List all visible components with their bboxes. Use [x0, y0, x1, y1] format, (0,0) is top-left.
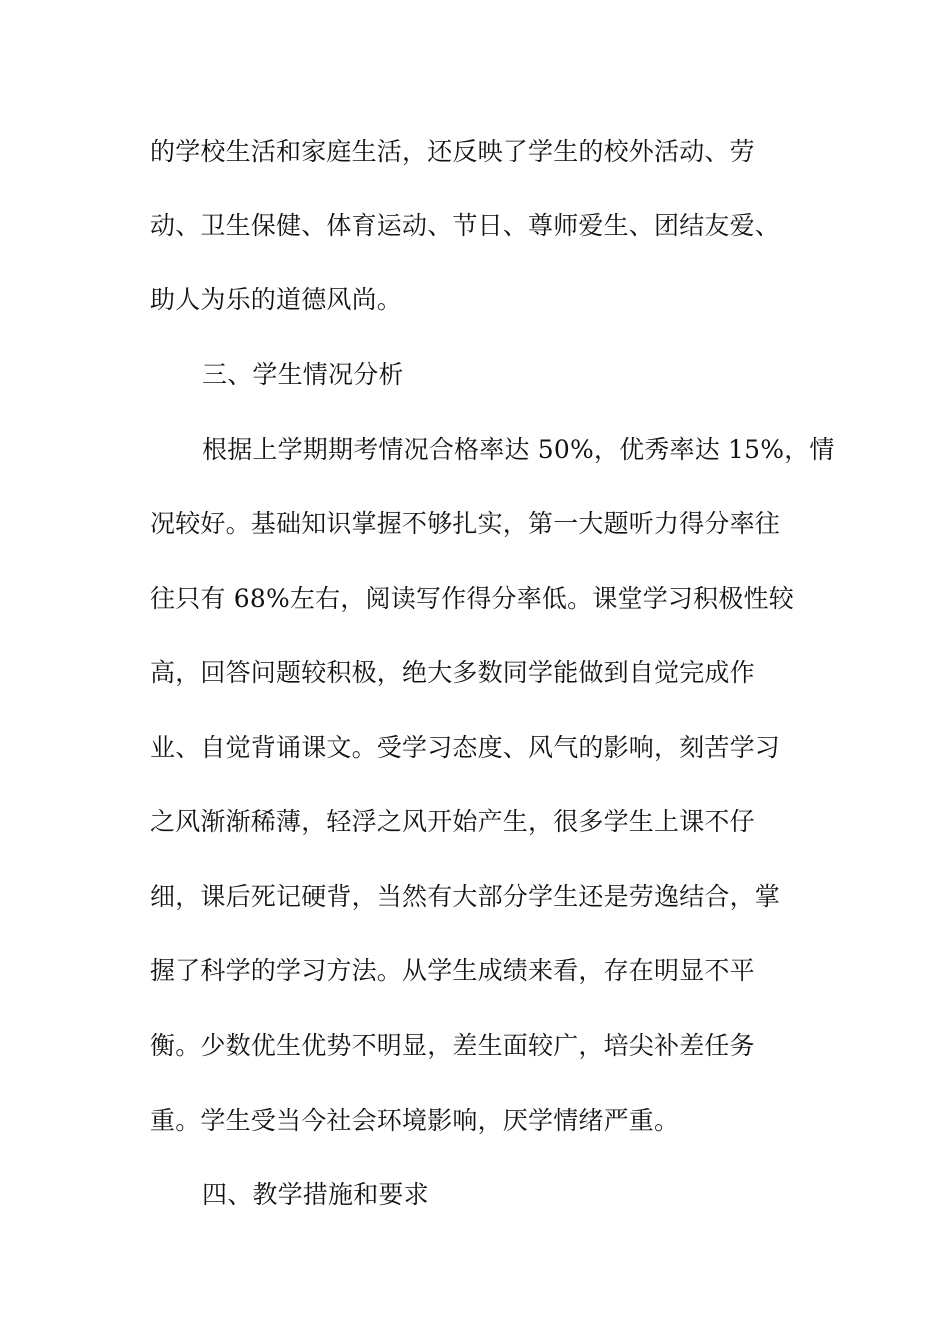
- paragraph-line: 握了科学的学习方法。从学生成绩来看，存在明显不平: [150, 956, 755, 985]
- paragraph-line: 高，回答问题较积极，绝大多数同学能做到自觉完成作: [150, 658, 755, 687]
- paragraph-line: 衡。少数优生优势不明显，差生面较广，培尖补差任务: [150, 1031, 755, 1060]
- paragraph-line: 往只有 68%左右，阅读写作得分率低。课堂学习积极性较: [150, 584, 794, 613]
- paragraph-line: 的学校生活和家庭生活，还反映了学生的校外活动、劳: [150, 137, 755, 166]
- paragraph-line: 业、自觉背诵课文。受学习态度、风气的影响，刻苦学习: [150, 733, 781, 762]
- section-heading: 三、学生情况分析: [202, 360, 404, 389]
- section-heading: 四、教学措施和要求: [202, 1180, 429, 1209]
- paragraph-line: 况较好。基础知识掌握不够扎实，第一大题听力得分率往: [150, 509, 781, 538]
- paragraph-line: 动、卫生保健、体育运动、节日、尊师爱生、团结友爱、: [150, 211, 781, 240]
- paragraph-line: 细，课后死记硬背，当然有大部分学生还是劳逸结合，掌: [150, 882, 781, 911]
- paragraph-line: 之风渐渐稀薄，轻浮之风开始产生，很多学生上课不仔: [150, 807, 755, 836]
- paragraph-line: 根据上学期期考情况合格率达 50%，优秀率达 15%，情: [202, 435, 835, 464]
- paragraph-line: 助人为乐的道德风尚。: [150, 285, 403, 314]
- paragraph-line: 重。学生受当今社会环境影响，厌学情绪严重。: [150, 1106, 680, 1135]
